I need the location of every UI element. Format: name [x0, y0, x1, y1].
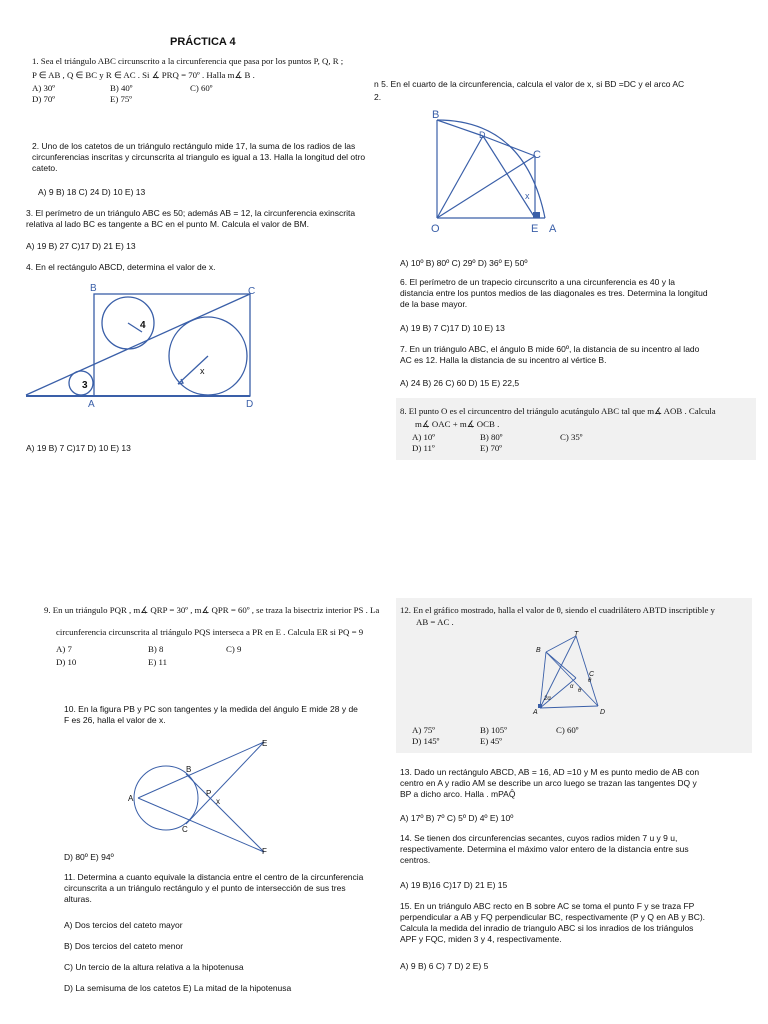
q10-text: 10. En la figura PB y PC son tangentes y la medida del ángulo E mide 28 y de F es 26, halla el valor de x. [64, 704, 358, 726]
q14-text: 14. Se tienen dos circunferencias secantes, cuyos radios miden 7 u y 9 u, respectivamente. Determina el máximo valor entero de la distancia entre sus centros. [400, 833, 689, 866]
q9-option: A) 7 [56, 644, 72, 654]
q9-option: B) 8 [148, 644, 164, 654]
q10-figure [124, 736, 284, 856]
q10-label-x: x [216, 797, 220, 806]
q8-option: C) 35º [560, 432, 583, 442]
q12-option: D) 145º [412, 736, 440, 746]
q4-label-A: A [88, 399, 95, 410]
q12-line1: 12. En el gráfico mostrado, halla el valor de θ, siendo el cuadrilátero ABTD inscriptible y [400, 605, 715, 615]
q4-label-3: 3 [82, 380, 88, 391]
q5-label-O: O [431, 223, 440, 234]
q10-options: D) 80º E) 94º [64, 852, 114, 862]
q12-option: E) 45º [480, 736, 503, 746]
q5-label-A: A [549, 223, 557, 234]
q12-line2: AB = AC . [416, 617, 454, 627]
q5-options: A) 10º B) 80º C) 29º D) 36º E) 50º [400, 258, 528, 268]
q10-label-B: B [186, 765, 192, 774]
q12-label-A: A [533, 709, 538, 716]
q2-options: A) 9 B) 18 C) 24 D) 10 E) 13 [38, 187, 146, 197]
q1-line1: 1. Sea el triángulo ABC circunscrito a la circunferencia que pasa por los puntos P, Q, R ; [32, 56, 344, 66]
q4-diagonal [26, 294, 250, 395]
q5-line1: n 5. En el cuarto de la circunferencia, calcula el valor de x, si BD =DC y el arco AC [374, 79, 685, 89]
q4-label-B: B [90, 283, 97, 294]
q9-option: E) 11 [148, 657, 167, 667]
q12-label-2alpha: 2α [544, 696, 551, 702]
q12-label-alpha: α [570, 684, 574, 690]
q4-label-C: C [248, 286, 256, 297]
q12-option: B) 105º [480, 725, 507, 735]
q8-option: D) 11º [412, 443, 435, 453]
q9-line2: circunferencia circunscrita al triángulo PQS interseca a PR en E . Calcula ER si PQ = 9 [56, 627, 364, 637]
q1-option: D) 70º [32, 94, 56, 104]
q11-text: 11. Determina a cuanto equivale la distancia entre el centro de la circunferencia circunscrita a un triángulo rectángulo y el punto de intersección de sus tres alturas. [64, 872, 364, 905]
q4-label-4: 4 [140, 320, 146, 331]
q12-label-theta: θ [578, 688, 582, 694]
q6-options: A) 19 B) 7 C)17 D) 10 E) 13 [400, 323, 505, 333]
q5-label-x: x [525, 191, 530, 201]
q10-label-C: C [182, 825, 188, 834]
q5-label-C: C [533, 149, 541, 161]
q10-label-P: P [206, 789, 212, 798]
q11-option-de: D) La semisuma de los catetos E) La mitad de la hipotenusa [64, 983, 292, 993]
q10-label-F: F [262, 847, 267, 856]
q1-option: C) 60º [190, 83, 213, 93]
q4-options: A) 19 B) 7 C)17 D) 10 E) 13 [26, 443, 131, 453]
q15-options: A) 9 B) 6 C) 7 D) 2 E) 5 [400, 961, 489, 971]
q8-option: A) 10º [412, 432, 436, 442]
q5-figure [425, 106, 565, 234]
q4-label-x: x [200, 366, 205, 376]
q5-label-B: B [432, 109, 440, 121]
q1-line2: P ∈ AB , Q ∈ BC y R ∈ AC . Si ∡ PRQ = 70º . Halla m∡ B . [32, 70, 255, 80]
q8-line1: 8. El punto O es el circuncentro del triángulo acutángulo ABC tal que m∡ AOB . Calcula [400, 406, 716, 416]
q9-line1: 9. En un triángulo PQR , m∡ QRP = 30º , m∡ QPR = 60º , se traza la bisectriz interior PS . La [44, 605, 380, 615]
q12-label-D: D [600, 709, 606, 716]
q12-figure [532, 630, 612, 716]
q4-figure [24, 280, 264, 410]
q7-options: A) 24 B) 26 C) 60 D) 15 E) 22,5 [400, 378, 520, 388]
q11-option-b: B) Dos tercios del cateto menor [64, 941, 184, 951]
q4-rectangle [94, 294, 250, 396]
q1-option: A) 30º [32, 83, 56, 93]
q12-label-T: T [574, 631, 579, 638]
q9-option: D) 10 [56, 657, 77, 667]
q1-option: E) 75º [110, 94, 133, 104]
q8-line2: m∡ OAC + m∡ OCB . [415, 419, 500, 429]
q11-option-c: C) Un tercio de la altura relativa a la hipotenusa [64, 962, 244, 972]
q12-label-B: B [536, 647, 541, 654]
q10-label-E: E [262, 739, 268, 748]
q12-label-theta: θ [588, 678, 592, 684]
q5-label-E: E [531, 223, 539, 234]
q13-text: 13. Dado un rectángulo ABCD, AB = 16, AD =10 y M es punto medio de AB con centro en A y radio AM se describe un arco luego se trazan las tangentes DQ y BP a dicho arco. Halla . mPAQ̂ [400, 767, 700, 800]
page-title: PRÁCTICA 4 [170, 36, 236, 48]
q4-text: 4. En el rectángulo ABCD, determina el valor de x. [26, 262, 216, 272]
q12-label-C: C [589, 671, 595, 678]
q15-text: 15. En un triángulo ABC recto en B sobre AC se toma el punto F y se traza FP perpendicular a AB y FQ perpendicular BC, respectivamente (P y Q en AB y BC). Calcula la medida del inradio de triangulo ABC si los inradios de los triángulos APF y FQC, miden 3 y 4, respectivamente. [400, 901, 706, 945]
q4-circle-tiny [69, 371, 93, 395]
q2-text: 2. Uno de los catetos de un triángulo rectángulo mide 17, la suma de los radios de las circunferencias inscritas y circunscrita al triangulo es igual a 13. Halla la longitud del otro cateto. [32, 141, 366, 174]
q9-option: C) 9 [226, 644, 242, 654]
q14-options: A) 19 B)16 C)17 D) 21 E) 15 [400, 880, 508, 890]
q11-option-a: A) Dos tercios del cateto mayor [64, 920, 183, 930]
q4-label-D: D [246, 399, 254, 410]
q3-options: A) 19 B) 27 C)17 D) 21 E) 13 [26, 241, 136, 251]
q10-label-A: A [128, 794, 134, 803]
q8-option: E) 70º [480, 443, 503, 453]
q5-line2: 2. [374, 92, 382, 102]
q5-arc [437, 120, 545, 218]
q3-text: 3. El perímetro de un triángulo ABC es 50; además AB = 12, la circunferencia exinscrita relativa al lado BC es tangente a BC en el punto M. Calcula el valor de BM. [26, 208, 356, 230]
q7-text: 7. En un triángulo ABC, el ángulo B mide 60º, la distancia de su incentro al lado AC es 12. Halla la distancia de su incentro al vértice B. [400, 344, 700, 366]
q1-option: B) 40º [110, 83, 133, 93]
q12-option: A) 75º [412, 725, 436, 735]
q6-text: 6. El perímetro de un trapecio circunscrito a una circunferencia es 40 y la distancia entre los puntos medios de las diagonales es tres. Determina la longitud de la base mayor. [400, 277, 708, 310]
q12-option: C) 60º [556, 725, 579, 735]
q5-label-D: D [479, 130, 486, 140]
q8-option: B) 80º [480, 432, 503, 442]
q13-options: A) 17º B) 7º C) 5º D) 4º E) 10º [400, 813, 514, 823]
